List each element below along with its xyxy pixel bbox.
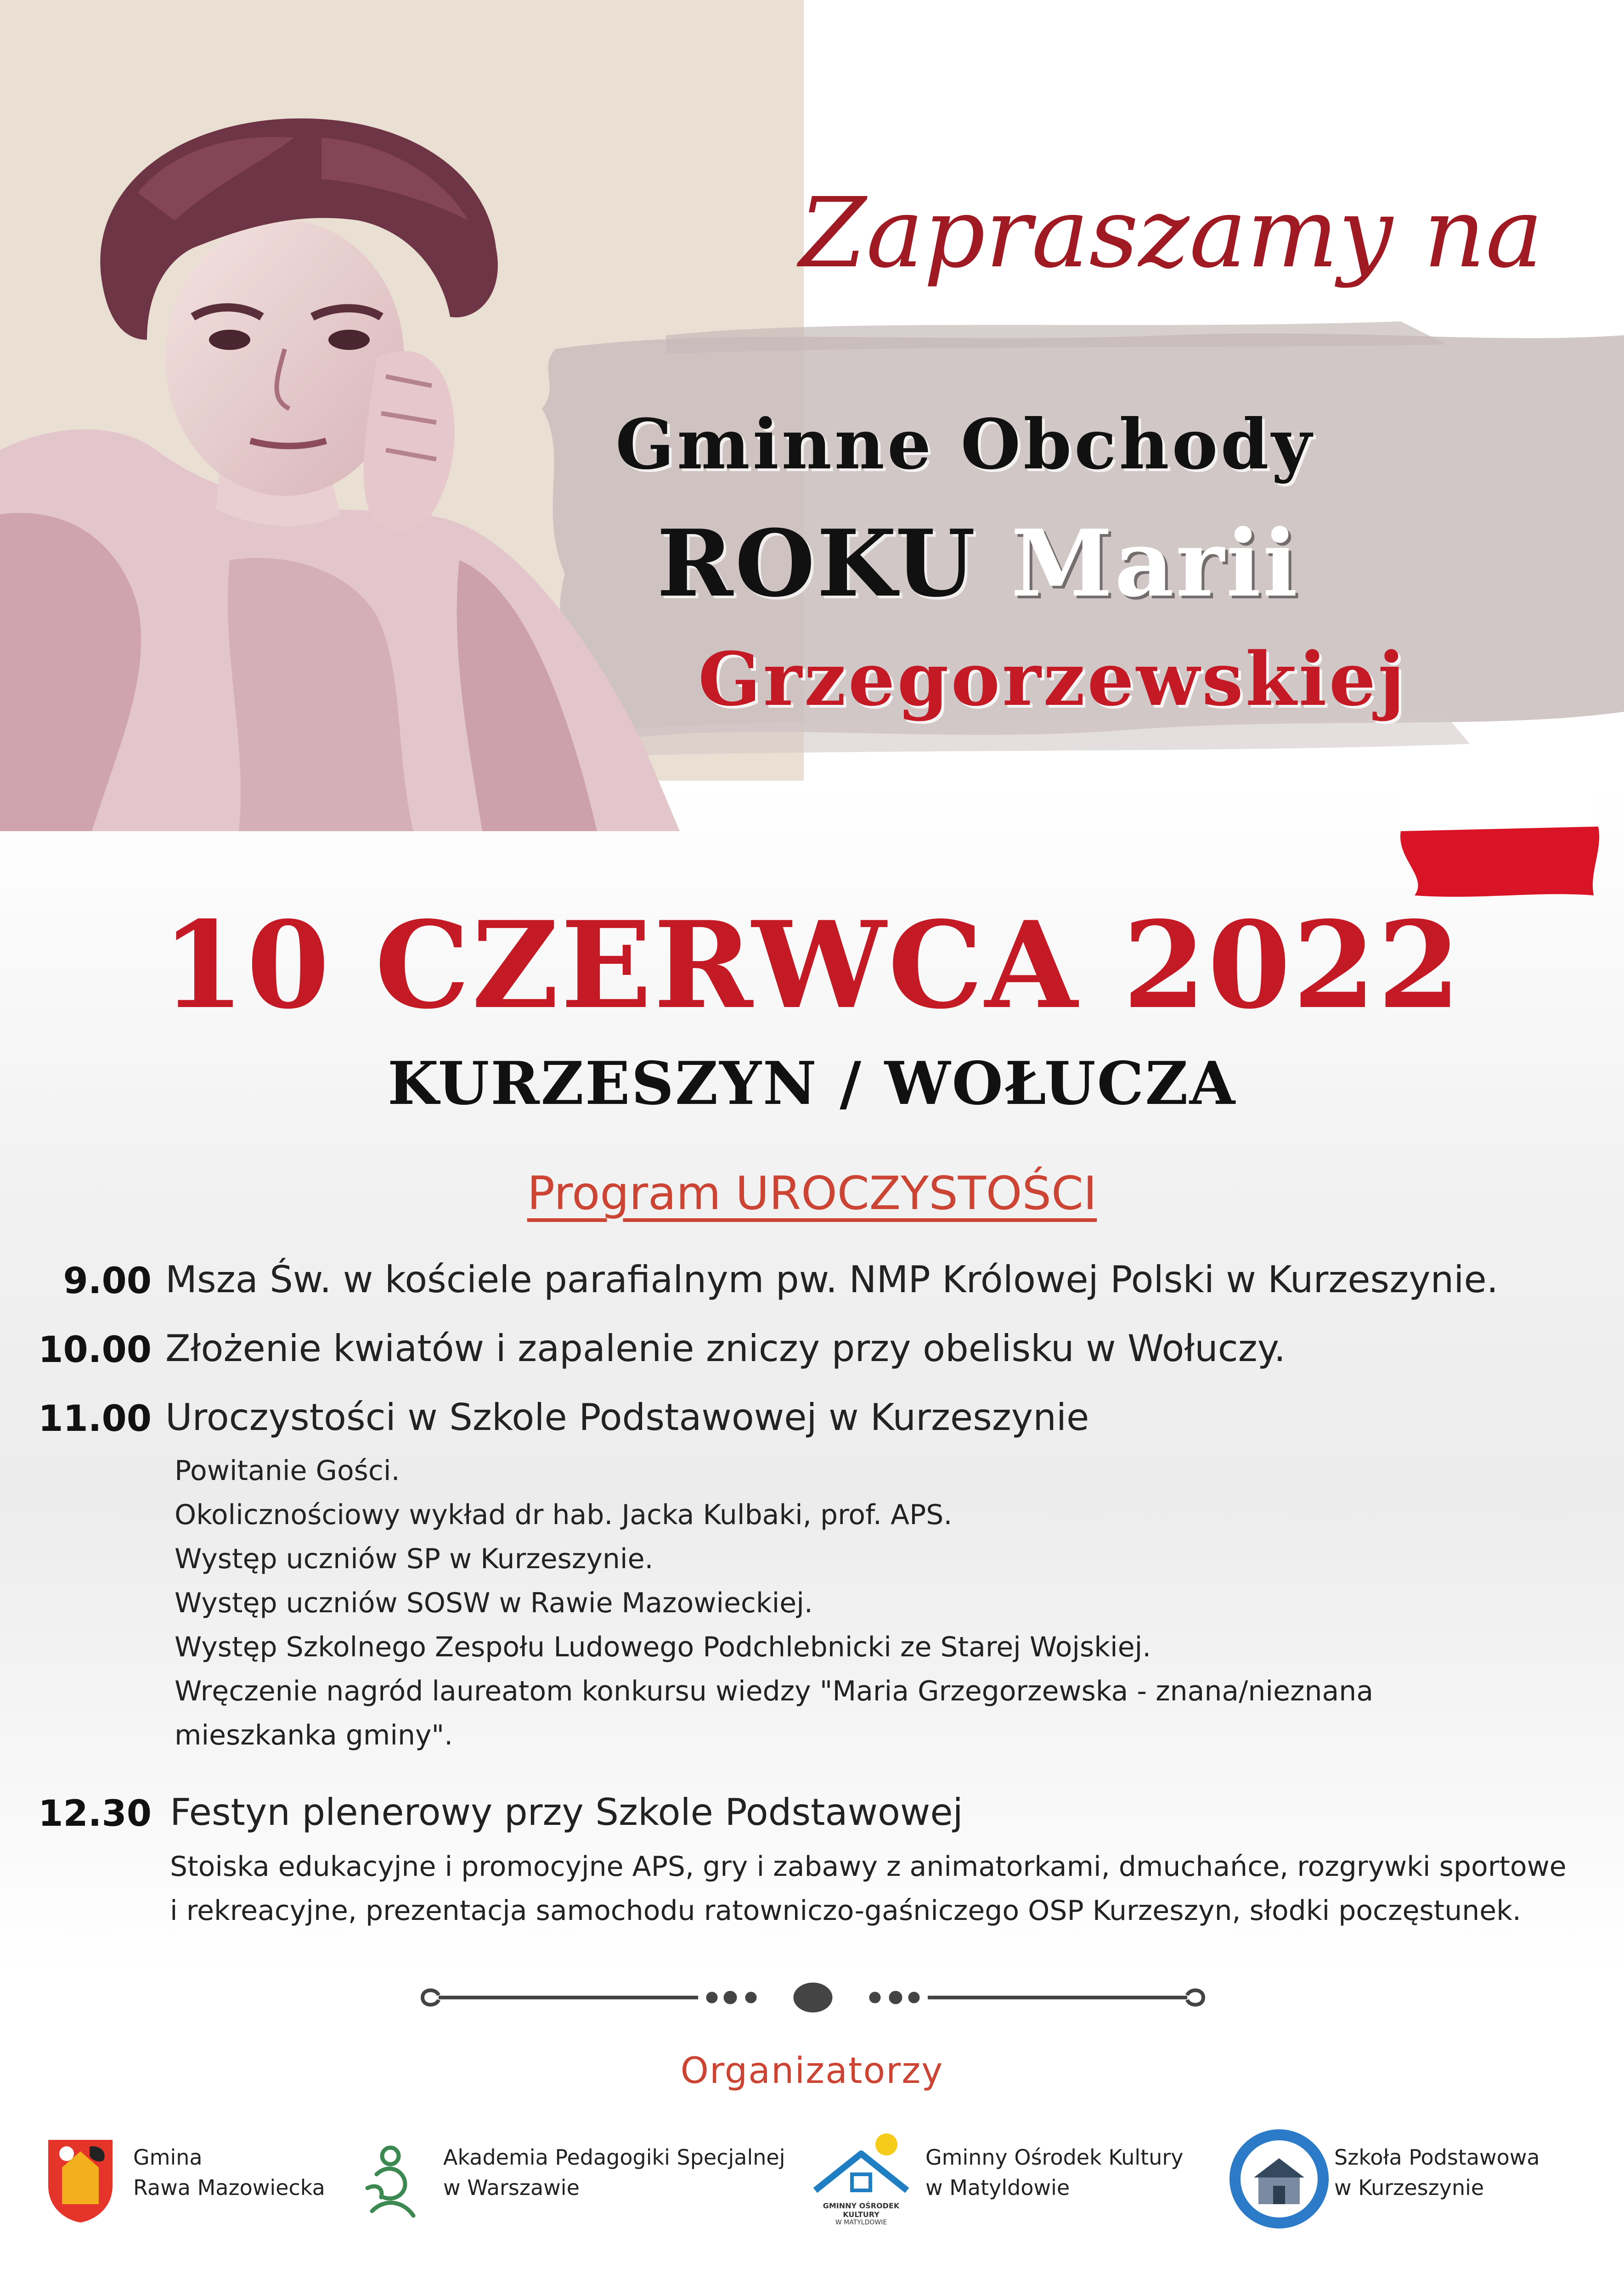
program-subitem: Okolicznościowy wykład dr hab. Jacka Kulbaki, prof. APS. [175, 1499, 953, 1531]
gok-logo-graphic [806, 2131, 916, 2200]
organizer-2-line1: Akademia Pedagogiki Specjalnej [443, 2145, 785, 2170]
title-roku: ROKU [657, 510, 1011, 618]
ornament-divider [413, 1970, 1212, 2025]
program-subitem: Powitanie Gości. [175, 1455, 400, 1487]
organizer-3-name [925, 2142, 1184, 2203]
invite-text: Zapraszamy na [799, 177, 1543, 289]
program-title [0, 1166, 1624, 1220]
organizer-4-name [1334, 2142, 1540, 2203]
program-time-1: 9.00 [63, 1261, 152, 1302]
program-time-3: 11.00 [38, 1398, 152, 1440]
organizer-4-line2: w Kurzeszynie [1334, 2175, 1484, 2200]
program-time-4: 12.30 [38, 1793, 152, 1835]
program-subitem: Wręczenie nagród laureatom konkursu wiedzy "Maria Grzegorzewska - znana/nieznana [175, 1675, 1374, 1707]
program-subitem: Występ uczniów SOSW w Rawie Mazowieckiej. [175, 1587, 813, 1619]
gok-logo [806, 2131, 916, 2232]
polish-flag-icon [1387, 758, 1603, 905]
program-item-2: Złożenie kwiatów i zapalenie zniczy przy obelisku w Wołuczy. [165, 1327, 1286, 1370]
organizer-1-line2: Rawa Mazowiecka [133, 2175, 325, 2200]
program-subitem: Występ uczniów SP w Kurzeszynie. [175, 1543, 654, 1575]
title-line-1: Gminne Obchody [615, 404, 1314, 485]
program-subitem: mieszkanka gminy". [175, 1719, 453, 1751]
aps-logo [358, 2142, 423, 2220]
portrait-image [0, 101, 716, 831]
organizer-3-line2: w Matyldowie [925, 2175, 1070, 2200]
program-item-1: Msza Św. w kościele parafialnym pw. NMP Królowej Polski w Kurzeszynie. [165, 1258, 1499, 1301]
program-item-4: Festyn plenerowy przy Szkole Podstawowej [170, 1791, 963, 1834]
title-marii: Marii [1011, 510, 1300, 618]
program-title-text: Program UROCZYSTOŚCI [527, 1166, 1097, 1220]
title-line-3: Grzegorzewskiej [698, 636, 1407, 722]
organizer-1-line1: Gmina [133, 2145, 203, 2170]
program-time-2: 10.00 [38, 1329, 152, 1371]
organizer-3-line1: Gminny Ośrodek Kultury [925, 2145, 1184, 2170]
gok-logo-text-2: W MATYLDOWIE [835, 2219, 887, 2226]
gmina-coat-of-arms-logo [44, 2135, 117, 2223]
program-subitem: i rekreacyjne, prezentacja samochodu ratowniczo-gaśniczego OSP Kurzeszyn, słodki poczęstunek. [170, 1895, 1521, 1927]
program-item-3: Uroczystości w Szkole Podstawowej w Kurzeszynie [165, 1396, 1089, 1439]
program-subitem: Występ Szkolnego Zespołu Ludowego Podchlebnicki ze Starej Wojskiej. [175, 1631, 1151, 1663]
event-date: 10 CZERWCA 2022 [161, 895, 1463, 1035]
school-logo [1226, 2126, 1332, 2232]
event-place: KURZESZYN / WOŁUCZA [387, 1049, 1237, 1118]
organizer-2-name [443, 2142, 785, 2203]
organizer-2-line2: w Warszawie [443, 2175, 580, 2200]
gok-logo-text-1: GMINNY OŚRODEK KULTURY [823, 2201, 900, 2219]
organizer-1-name [133, 2142, 325, 2203]
title-line-2 [657, 510, 1299, 618]
invite-script [781, 129, 1543, 331]
organizers-title: Organizatorzy [680, 2050, 944, 2092]
organizer-4-line1: Szkoła Podstawowa [1334, 2145, 1540, 2170]
program-subitem: Stoiska edukacyjne i promocyjne APS, gry i zabawy z animatorkami, dmuchańce, rozgrywki sportowe [170, 1851, 1567, 1883]
